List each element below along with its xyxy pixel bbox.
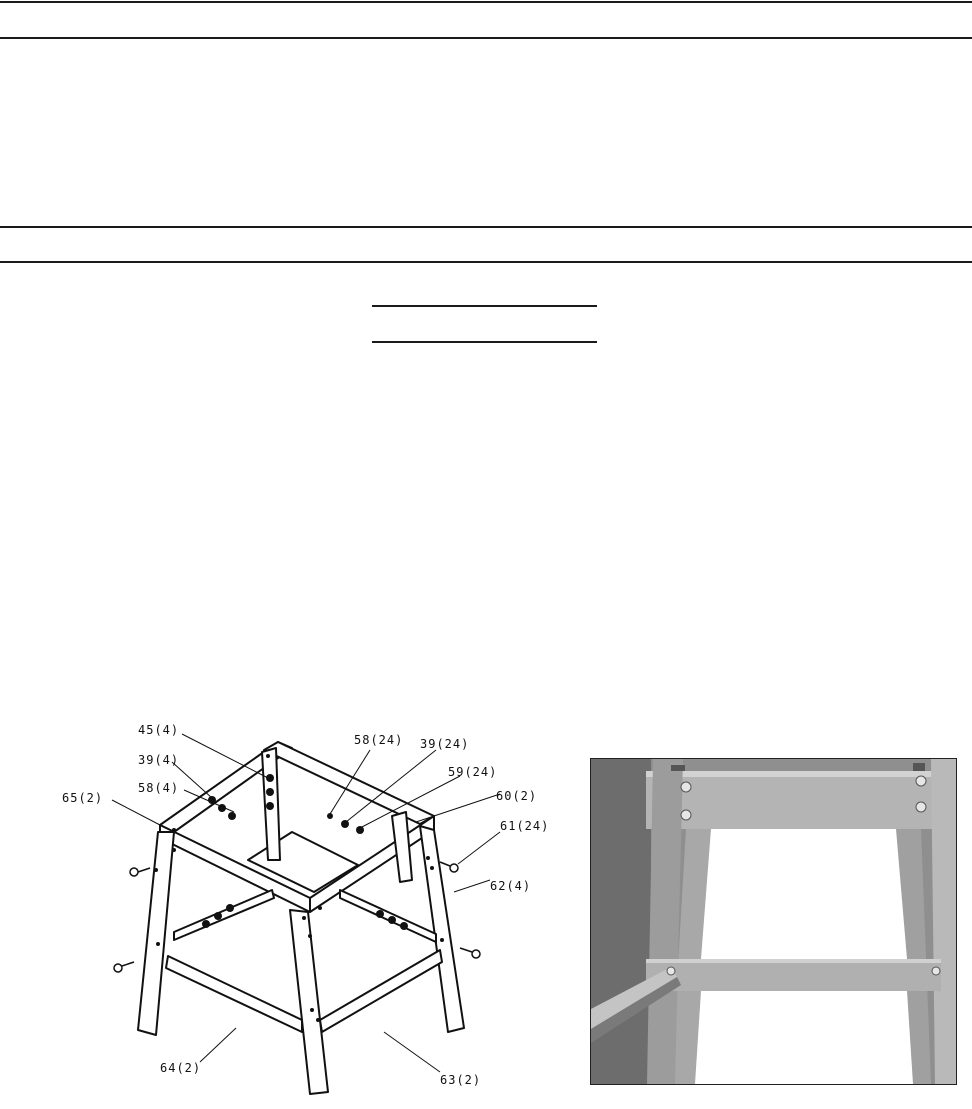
section-top-rule [0, 226, 972, 228]
stand-exploded-diagram [40, 720, 580, 1109]
callout-64: 64(2) [160, 1061, 202, 1075]
stretcher-front-left [166, 956, 302, 1032]
stretcher-back-left [174, 890, 274, 940]
leg-front-left [138, 832, 174, 1035]
callout-58-4: 58(4) [138, 781, 180, 795]
section-bottom-rule [0, 261, 972, 263]
callout-39-24: 39(24) [420, 737, 470, 751]
stand-photo [590, 758, 957, 1085]
callout-61: 61(24) [500, 819, 550, 833]
callout-39-4: 39(4) [138, 753, 180, 767]
leg-back-right [392, 812, 412, 882]
callout-63: 63(2) [440, 1073, 482, 1087]
header-bottom-rule [0, 37, 972, 39]
subheading-bottom-rule [372, 341, 597, 343]
callout-60: 60(2) [496, 789, 538, 803]
callout-45: 45(4) [138, 723, 180, 737]
stretcher-front-right [320, 950, 442, 1032]
top-rule [0, 1, 972, 3]
stretcher-back-right [340, 890, 436, 942]
callout-65: 65(2) [62, 791, 104, 805]
callout-58-24: 58(24) [354, 733, 404, 747]
callout-62: 62(4) [490, 879, 532, 893]
subheading-top-rule [372, 305, 597, 307]
callout-59-24: 59(24) [448, 765, 498, 779]
